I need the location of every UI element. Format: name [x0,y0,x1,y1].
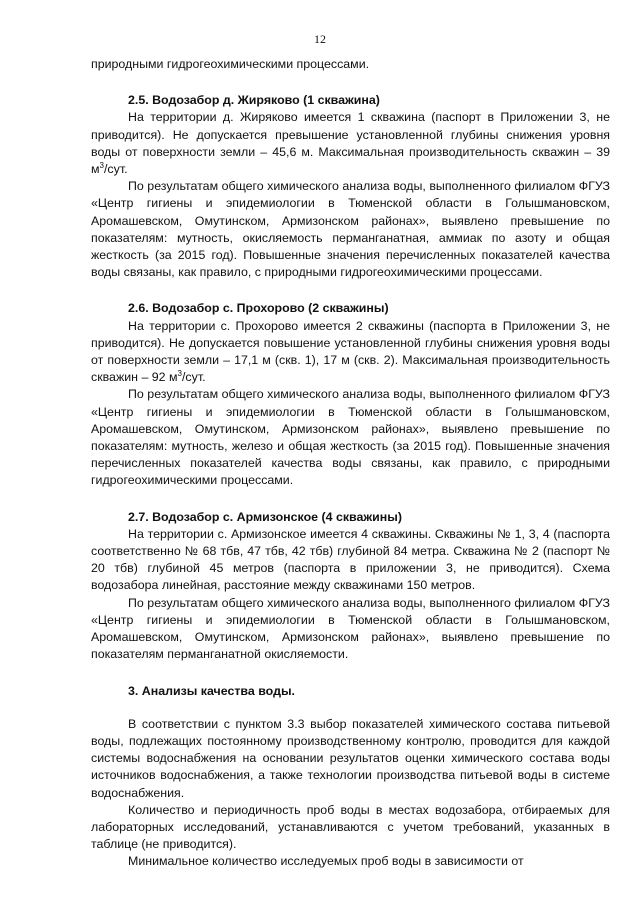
spacer [91,664,610,683]
section-2-7-paragraph-2: По результатам общего химического анализа воды, выполненного филиалом ФГУЗ «Центр гигиены и эпидемиологии в Тюменской области в Голышмановском, Аромашевском, Омутинском, Армизонском районах», выявлено превышение по показателям перманганатной окисляемости. [91,595,610,662]
section-2-6-paragraph-1: На территории с. Прохорово имеется 2 скважины (паспорта в Приложении 3, не приводится). Не допускается повышение установленной глубины снижения уровня воды от поверхности земли – 17,1 м (скв. 1), 17 м (скв. 2). Максимальная производительность скважин – 92 $м^3$/сут. [91,318,610,385]
spacer [91,73,610,92]
section-2-5-paragraph-1: На территории д. Жиряково имеется 1 скважина (паспорт в Приложении 3, не приводится). Не допускается превышение установленной глубины снижения уровня воды от поверхности земли – 45,6 м. Максимальная производительность скважин – 39 $м^3$/сут. [91,110,610,177]
section-2-5-paragraph-2: По результатам общего химического анализа воды, выполненного филиалом ФГУЗ «Центр гигиены и эпидемиологии в Тюменской области в Голышмановском, Аромашевском, Омутинском, Армизонском районах», выявлено превышение по показателям: мутность, окисляемость перманганатная, аммиак по азоту и общая жесткость (за 2015 год). Повышенные значения перечисленных показателей качества воды связаны, как правило, с природными гидрогеохимическими процессами. [91,179,610,280]
section-3-paragraph-3: Минимальное количество исследуемых проб воды в зависимости от [128,854,524,869]
spacer [91,700,610,716]
page-content [91,56,610,871]
intro-paragraph: природными гидрогеохимическими процессами. [91,57,370,71]
section-heading-2-7: 2.7. Водозабор с. Армизонское (4 скважины) [128,509,402,524]
spacer [91,281,610,300]
section-heading-2-5: 2.5. Водозабор д. Жиряково (1 скважина) [128,93,380,108]
section-heading-3: 3. Анализы качества воды. [128,683,295,698]
page-number: 12 [314,32,326,46]
section-3-paragraph-2: Количество и периодичность проб воды в местах водозабора, отбираемых для лабораторных исследований, устанавливаются с учетом требований, указанных в таблице (не приводится). [91,802,610,852]
section-2-7-paragraph-1: На территории с. Армизонское имеется 4 скважины. Скважины № 1, 3, 4 (паспорта соответственно № 68 тбв, 47 тбв, 42 тбв) глубиной 84 метра. Скважина № 2 (паспорт № 20 тбв) глубиной 45 метров (паспорта в приложении 3, не приводится). Схема водозабора линейная, расстояние между скважинами 150 метров. [91,526,610,593]
section-3-paragraph-1: В соответствии с пунктом 3.3 выбор показателей химического состава питьевой воды, подлежащих постоянному производственному контролю, проводится для каждой системы водоснабжения на основании результатов оценки химического состава воды источников водоснабжения, а также технологии производства питьевой воды в системе водоснабжения. [91,716,610,800]
spacer [91,490,610,509]
section-2-6-paragraph-2: По результатам общего химического анализа воды, выполненного филиалом ФГУЗ «Центр гигиены и эпидемиологии в Тюменской области в Голышмановском, Аромашевском, Омутинском, Армизонском районах», выявлено превышение по показателям: мутность, железо и общая жесткость (за 2015 год). Повышенные значения перечисленных показателей качества воды связаны, как правило, с природными гидрогеохимическими процессами. [91,387,610,488]
section-heading-2-6: 2.6. Водозабор с. Прохорово (2 скважины) [128,301,389,316]
